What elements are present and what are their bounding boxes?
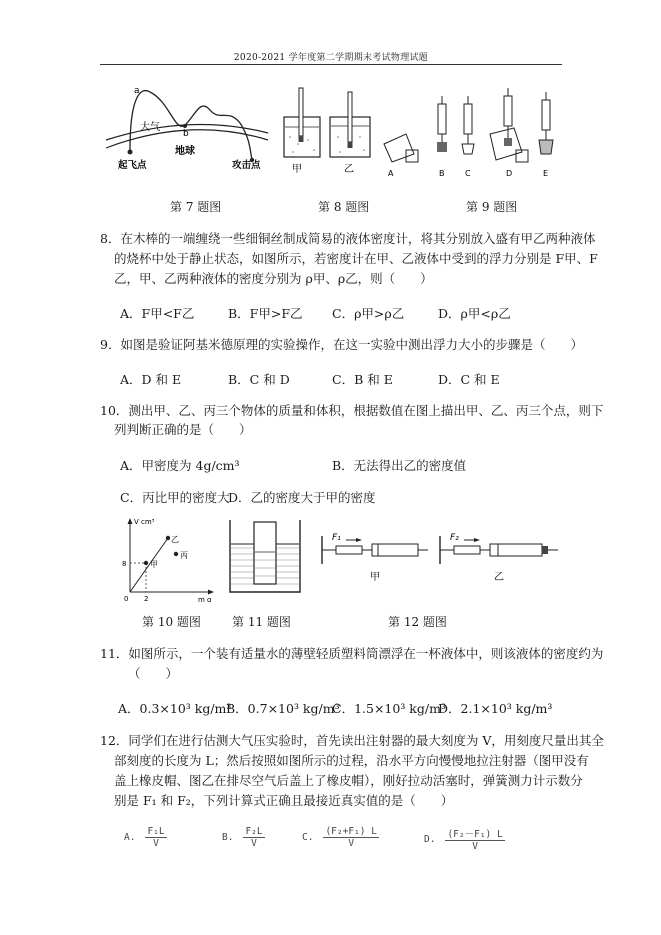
q12-option-c-den: V [348,838,355,849]
q9-stem: 9．如图是验证阿基米德原理的实验操作，在这一实验中测出浮力大小的步骤是（ ） [100,337,583,352]
fig10-label-bing: 丙 [180,551,188,560]
q12-option-a-fraction [145,826,166,849]
q10-option-a: A．甲密度为 4g/cm³ [120,458,240,473]
q8-option-c: C．ρ甲>ρ乙 [332,306,405,321]
fig7-label-a: a [134,86,140,96]
fig10-origin: 0 [124,595,129,602]
q12-stem-line-4: 别是 F₁ 和 F₂，下列计算式正确且最接近真实值的是（ ） [114,793,454,808]
figure-10-graph [110,514,220,602]
q10-option-d: D．乙的密度大于甲的密度 [228,490,376,505]
q11-stem-line-2: （ ） [128,666,179,681]
fig7-label-earth: 地球 [175,146,195,157]
q8-option-b: B．F甲>F乙 [228,306,303,321]
q11-option-d: D．2.1×10³ kg/m³ [438,701,553,716]
fig7-label-attack: 攻击点 [232,160,261,171]
figure-9-archimedes [380,82,565,182]
q12-stem-line-3: 盖上橡皮帽、图乙在排尽空气后盖上了橡皮帽），刚好拉动活塞时，弹簧测力计示数分 [114,773,583,788]
q11-option-a: A．0.3×10³ kg/m³ [118,701,232,716]
fig7-label-air: 大气 [140,122,160,133]
q12-option-a-den: V [153,838,159,849]
q9-option-a: A．D 和 E [120,372,182,387]
header-rule [100,64,562,65]
q8-stem-line-1: 8．在木棒的一端缠绕一些细铜丝制成简易的液体密度计，将其分别放入盛有甲乙两种液体 [100,231,596,246]
page-header: 2020-2021 学年度第二学期期末考试物理试题 [233,53,429,63]
q11-option-c: C．1.5×10³ kg/m³ [332,701,446,716]
fig10-ylabel: V cm³ [134,518,155,526]
q10-option-b: B．无法得出乙的密度值 [332,458,467,473]
figure-7-trajectory [100,78,275,173]
fig10-tick-x: 2 [144,595,149,602]
fig12-f1: F₁ [332,533,341,543]
q12-option-b [222,826,265,849]
fig9-label-c: C [465,169,471,178]
q12-option-c-label: C. [302,832,314,843]
fig9-label-b: B [439,169,445,178]
fig10-xlabel: m g [198,596,212,602]
q9-option-b: B．C 和 D [228,372,290,387]
fig7-label-b: b [183,129,189,139]
q11-option-b: B．0.7×10³ kg/m³ [226,701,340,716]
q8-stem-line-2: 的烧杯中处于静止状态，如图所示，若密度计在甲、乙液体中受到的浮力分别是 F甲、F [114,251,598,266]
q9-option-c: C．B 和 E [332,372,393,387]
q12-option-b-label: B. [222,832,234,843]
q10-option-c: C．丙比甲的密度大 [120,490,230,505]
figure-12-syringes [318,524,568,586]
q12-option-b-fraction [243,826,264,849]
q12-option-c [302,826,379,849]
q10-stem-line-1: 10．测出甲、乙、丙三个物体的质量和体积，根据数值在图上描出甲、乙、丙三个点，则下 [100,403,604,418]
q12-stem-line-2: 部刻度的长度为 L；然后按照如图所示的过程，沿水平方向慢慢地拉注射器（图甲没有 [114,753,589,768]
fig7-label-takeoff: 起飞点 [118,160,147,171]
q12-option-d-num: (F₂－F₁) L [445,826,504,841]
fig10-label-yi: 乙 [171,535,179,544]
caption-figure-9: 第 9 题图 [466,200,518,214]
q12-option-a-label: A. [124,832,136,843]
q12-option-d-den: V [472,841,478,852]
q12-option-c-fraction [323,826,378,849]
caption-figure-11: 第 11 题图 [232,615,291,629]
fig10-tick-y: 8 [122,560,127,568]
fig8-label-yi: 乙 [344,164,354,175]
q8-option-a: A．F甲<F乙 [120,306,195,321]
q12-stem-line-1: 12．同学们在进行估测大气压实验时，首先读出注射器的最大刻度为 V，用刻度尺量出其全 [100,733,604,748]
q9-option-d: D．C 和 E [438,372,500,387]
fig9-label-d: D [506,169,513,178]
fig10-label-jia: 甲 [150,560,158,569]
q12-option-a [124,826,167,849]
q12-option-a-num: F₁L [147,826,165,837]
fig12-f2: F₂ [450,533,459,543]
q12-option-d-label: D. [424,833,436,845]
q11-stem-line-1: 11．如图所示，一个装有适量水的薄壁轻质塑料筒漂浮在一杯液体中，则该液体的密度约为 [100,646,604,661]
fig12-label-jia: 甲 [370,572,380,583]
caption-figure-12: 第 12 题图 [388,615,447,629]
figure-8-beakers [278,82,378,177]
fig8-label-jia: 甲 [292,164,302,175]
q12-option-d-fraction [445,826,504,852]
caption-figure-8: 第 8 题图 [318,200,370,214]
fig12-label-yi: 乙 [494,572,504,583]
q8-stem-line-3: 乙，甲、乙两种液体的密度分别为 ρ甲、ρ乙，则（ ） [114,271,433,286]
fig9-label-e: E [543,169,549,178]
q8-option-d: D．ρ甲<ρ乙 [438,306,511,321]
q12-option-b-num: F₂L [245,826,263,837]
figure-11-floating-tube [226,516,306,598]
q12-option-d [424,826,505,852]
q10-stem-line-2: 列判断正确的是（ ） [114,422,252,437]
caption-figure-10: 第 10 题图 [142,615,201,629]
q12-option-c-num: (F₂+F₁) L [325,826,377,837]
fig9-label-a: A [388,169,394,178]
caption-figure-7: 第 7 题图 [170,200,222,214]
q12-option-b-den: V [251,838,257,849]
